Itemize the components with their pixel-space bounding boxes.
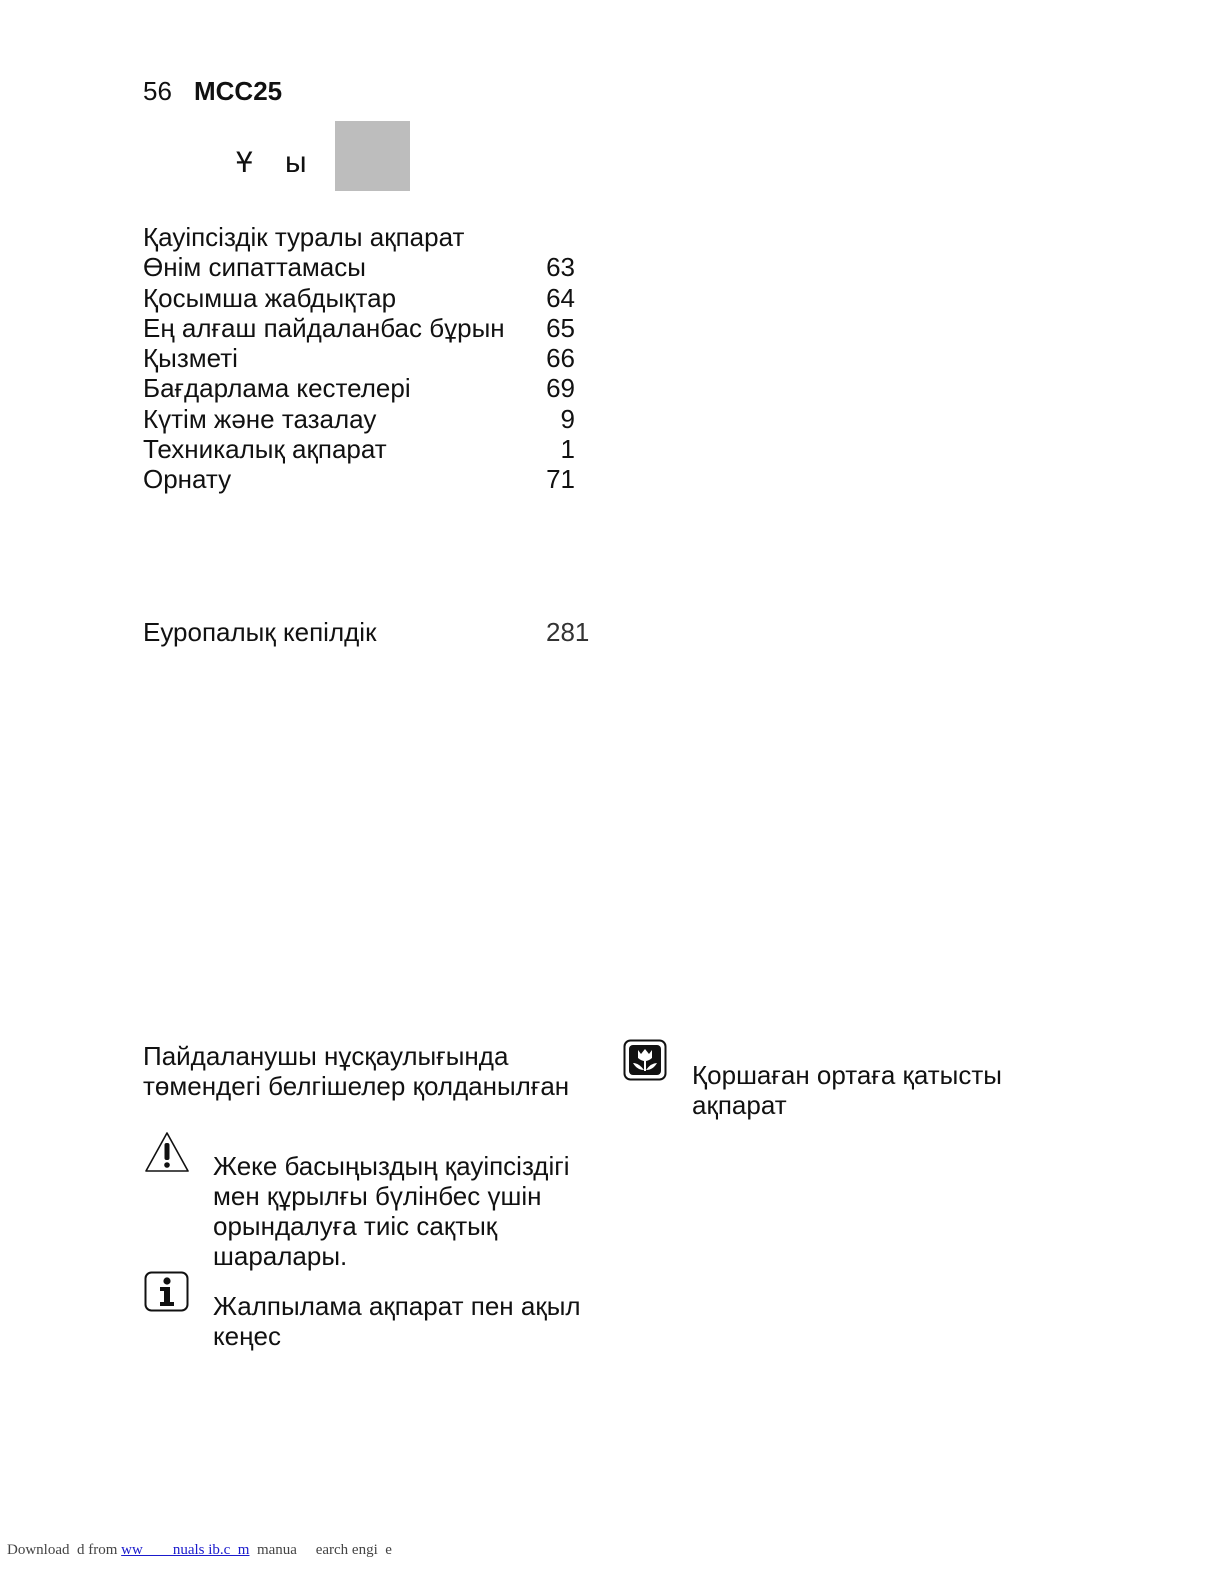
info-icon [144, 1271, 188, 1311]
footer-suffix: manua earch engi e [249, 1542, 392, 1558]
section-marker-box [335, 121, 410, 191]
toc-row[interactable] [143, 434, 593, 464]
toc-label: Бағдарлама кестелері [143, 373, 411, 404]
toc-row[interactable] [143, 313, 593, 343]
toc-label: Техникалық ақпарат [143, 434, 387, 465]
toc-label: Қызметі [143, 343, 238, 374]
page-number: 56 [143, 76, 172, 106]
toc-page: 64 [546, 282, 575, 313]
warning-description: Жеке басыңыздың қауіпсіздігі мен құрылғы бүлінбес үшін орындалуға тиіс сақтық шаралары. [213, 1151, 570, 1271]
toc-row[interactable] [143, 373, 593, 403]
toc-page: 9 [560, 403, 575, 434]
toc-row[interactable] [143, 464, 593, 494]
toc-page: 69 [546, 373, 575, 404]
toc-row[interactable] [143, 252, 593, 282]
toc-page: 1 [560, 434, 575, 465]
toc-label: Қосымша жабдықтар [143, 282, 397, 313]
environment-tulip-icon [623, 1039, 667, 1079]
footer-prefix: Download d from [7, 1542, 122, 1558]
toc-row[interactable] [143, 343, 593, 373]
model-name: MCC25 [194, 76, 283, 106]
legend-intro: Пайдаланушы нұсқаулығында төмендегі белгішелер қолданылған [143, 1041, 570, 1101]
warranty-label[interactable]: Еуропалық кепілдік [143, 617, 377, 647]
toc-row[interactable] [143, 404, 593, 434]
toc-row[interactable] [143, 283, 593, 313]
toc-page: 65 [546, 312, 575, 343]
download-footer [7, 1542, 392, 1559]
warning-triangle-icon [144, 1130, 188, 1170]
info-description: Жалпылама ақпарат пен ақыл кеңес [213, 1291, 581, 1351]
toc-label: Өнім сипаттамасы [143, 252, 366, 283]
toc-row[interactable] [143, 222, 593, 252]
toc-page: 66 [546, 343, 575, 374]
toc-page: 63 [546, 252, 575, 283]
toc-page: 71 [546, 464, 575, 495]
toc-label: Қауіпсіздік туралы ақпарат [143, 222, 465, 252]
warranty-page: 281 [546, 617, 590, 647]
toc-label: Орнату [143, 464, 232, 495]
toc-label: Күтім және тазалау [143, 403, 377, 434]
footer-link[interactable]: ww nuals ib.c m [121, 1542, 250, 1558]
section-title: Ұ ы [236, 146, 319, 179]
toc-label: Ең алғаш пайдаланбас бұрын [143, 312, 505, 343]
environment-description: Қоршаған ортаға қатысты ақпарат [692, 1060, 1002, 1120]
table-of-contents [143, 222, 593, 495]
